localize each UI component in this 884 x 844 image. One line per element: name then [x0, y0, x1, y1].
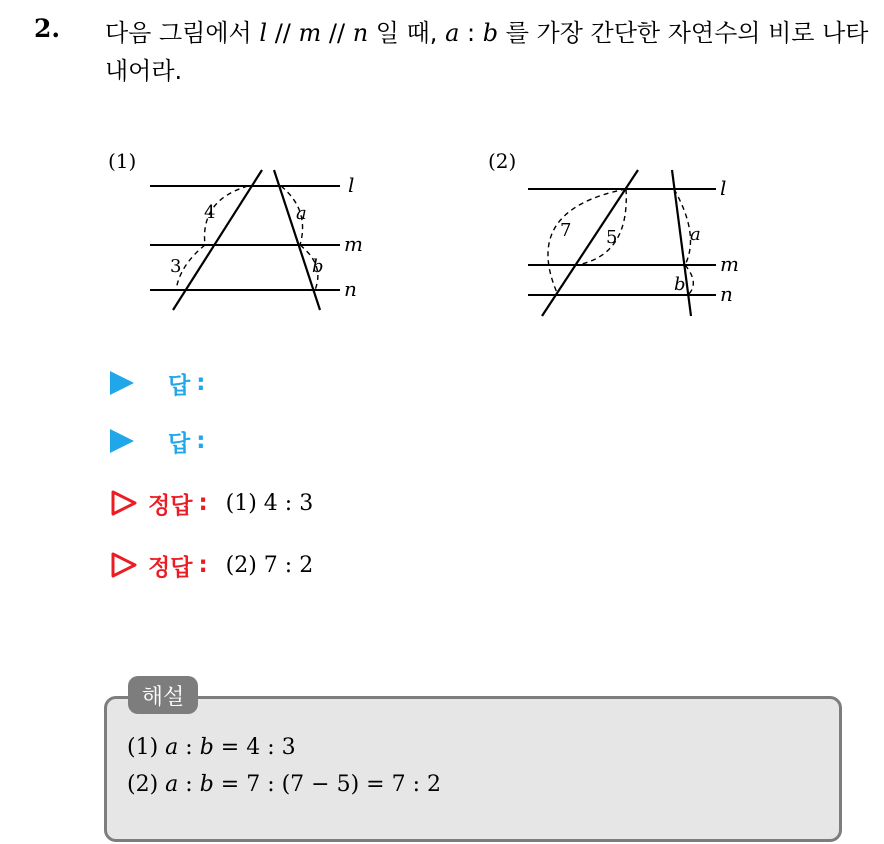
math-a: a: [445, 19, 460, 47]
exp-prefix: (1): [127, 735, 166, 760]
figure-2: [480, 140, 770, 329]
seg-label-5: 5: [606, 227, 618, 248]
math-n: n: [352, 19, 369, 47]
question-text-part: 를 가장 간단한 자연수의 비로 나타내어라.: [105, 19, 869, 85]
solution-colon: :: [198, 490, 208, 516]
explanation-box: [104, 696, 842, 842]
seg-label-a: a: [296, 203, 307, 224]
answer-label: 답: [168, 430, 191, 457]
parallel-symbol: //: [321, 19, 353, 47]
answer-row-1: [110, 366, 205, 400]
solution-label: 정답: [148, 492, 193, 519]
play-triangle-icon: [110, 371, 134, 395]
parallel-symbol: //: [267, 19, 299, 47]
explanation-line-1: [127, 729, 839, 766]
answer-label: 답: [168, 372, 191, 399]
solution-row-1: [110, 486, 313, 520]
solution-value: (2) 7 : 2: [225, 552, 314, 578]
math-m: m: [298, 19, 322, 47]
math-l: l: [259, 19, 268, 47]
math-b: b: [199, 735, 214, 760]
exp-prefix: (2): [127, 772, 166, 797]
answer-colon: :: [196, 428, 206, 454]
seg-label-b: b: [674, 274, 686, 295]
figure-2-label: (2): [488, 149, 517, 173]
math-b: b: [482, 19, 499, 47]
seg-label-4: 4: [204, 202, 216, 223]
ratio-colon: :: [459, 19, 483, 47]
figure-1: [100, 140, 390, 324]
outline-triangle-icon: [110, 489, 138, 517]
math-a: a: [165, 735, 179, 760]
solution-value: (1) 4 : 3: [225, 490, 314, 516]
outline-triangle-icon: [110, 551, 138, 579]
explanation-line-2: [127, 766, 839, 803]
line-label-n: n: [720, 282, 733, 306]
question-text: [105, 14, 875, 90]
question-text-part: 다음 그림에서: [105, 19, 260, 47]
play-triangle-icon: [110, 429, 134, 453]
solution-row-2: [110, 548, 313, 582]
ratio-colon: :: [178, 772, 200, 797]
exp-result: = 7 : (7 − 5) = 7 : 2: [213, 772, 441, 797]
line-label-l: l: [348, 173, 355, 197]
answer-row-2: [110, 424, 205, 458]
line-label-l: l: [720, 176, 727, 200]
figure-2-diagram: [480, 140, 770, 325]
solution-label: 정답: [148, 554, 193, 581]
line-label-m: m: [344, 232, 363, 256]
line-label-m: m: [720, 252, 739, 276]
exp-result: = 4 : 3: [213, 735, 296, 760]
ratio-colon: :: [178, 735, 200, 760]
figure-1-diagram: [100, 140, 390, 320]
seg-label-a: a: [690, 224, 701, 245]
figure-1-label: (1): [108, 149, 137, 173]
math-a: a: [165, 772, 179, 797]
line-label-n: n: [344, 277, 357, 301]
question-number: 2.: [34, 14, 61, 43]
explanation-tag: 해설: [128, 676, 198, 714]
seg-label-b: b: [312, 256, 324, 277]
seg-label-7: 7: [560, 220, 572, 241]
answer-colon: :: [196, 370, 206, 396]
solution-colon: :: [198, 552, 208, 578]
seg-label-3: 3: [170, 256, 182, 277]
math-b: b: [199, 772, 214, 797]
question-text-part: 일 때,: [368, 19, 446, 47]
